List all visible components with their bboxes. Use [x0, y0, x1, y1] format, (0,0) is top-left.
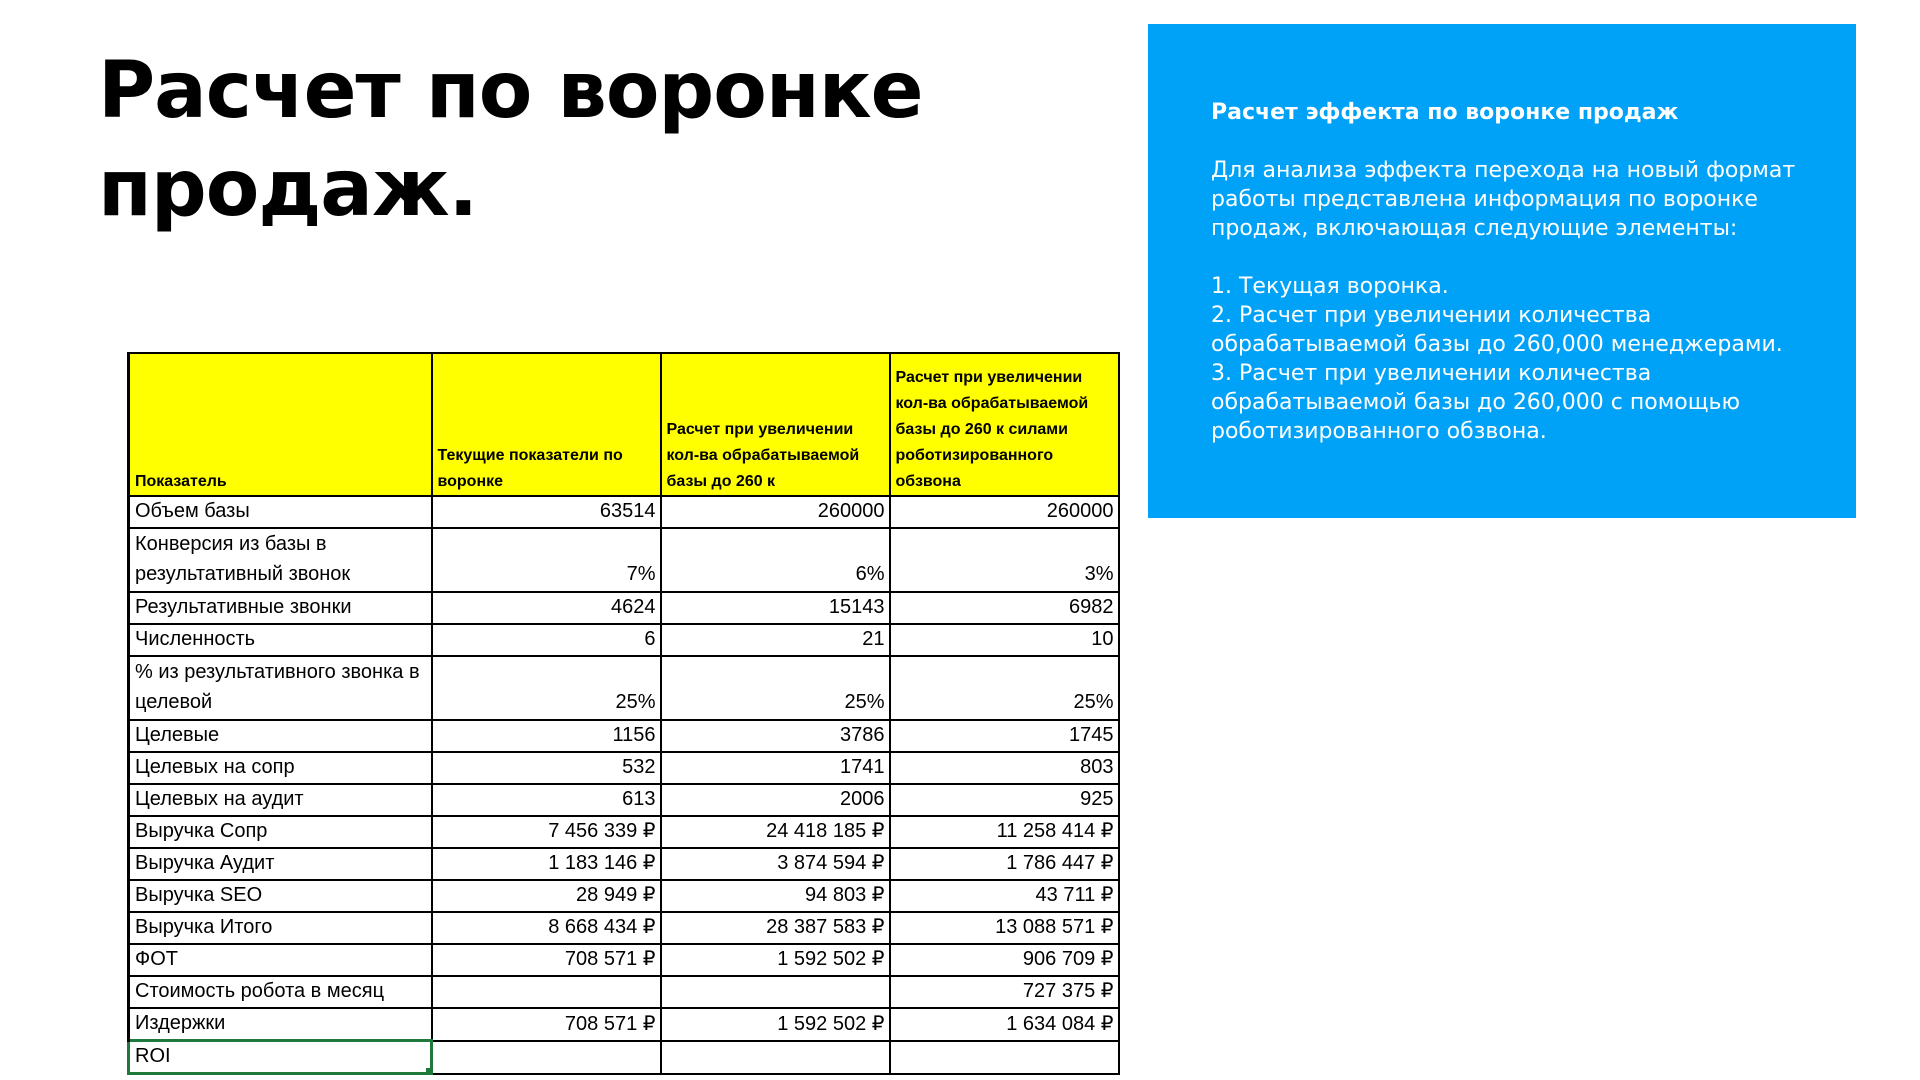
value-cell[interactable]: 6982 — [890, 592, 1119, 624]
value-cell[interactable]: 3 874 594 ₽ — [661, 848, 890, 880]
funnel-table — [127, 352, 1120, 1075]
info-box — [1148, 24, 1856, 518]
value-cell[interactable]: 94 803 ₽ — [661, 880, 890, 912]
table-row — [129, 1041, 1119, 1074]
value-cell[interactable]: 28 949 ₽ — [432, 880, 661, 912]
value-cell[interactable]: 25% — [661, 656, 890, 720]
value-cell[interactable]: 63514 — [432, 496, 661, 528]
page-title-line-1: Расчет по воронке — [98, 46, 923, 136]
row-label-cell[interactable]: Целевых на аудит — [129, 784, 432, 816]
table-row — [129, 720, 1119, 752]
table-row — [129, 784, 1119, 816]
column-header-robot-260k: Расчет при увеличении кол-ва обрабатываемой базы до 260 к силами роботизированного обзвона — [890, 353, 1119, 496]
value-cell[interactable]: 1 592 502 ₽ — [661, 1008, 890, 1041]
value-cell[interactable]: 6 — [432, 624, 661, 656]
table-row — [129, 752, 1119, 784]
value-cell[interactable]: 727 375 ₽ — [890, 976, 1119, 1008]
value-cell[interactable]: 708 571 ₽ — [432, 944, 661, 976]
info-box-item: 3. Расчет при увеличении количества обрабатываемой базы до 260,000 с помощью роботизированного обзвона. — [1211, 361, 1740, 444]
value-cell[interactable] — [661, 1041, 890, 1074]
table-row — [129, 496, 1119, 528]
info-box-intro: Для анализа эффекта перехода на новый формат работы представлена информация по воронке продаж, включающая следующие элементы: — [1211, 158, 1796, 241]
page-title — [98, 42, 998, 238]
row-label-cell[interactable]: Выручка Аудит — [129, 848, 432, 880]
table-row — [129, 1008, 1119, 1041]
value-cell[interactable]: 2006 — [661, 784, 890, 816]
value-cell[interactable]: 708 571 ₽ — [432, 1008, 661, 1041]
table-row — [129, 976, 1119, 1008]
table-header-row — [129, 353, 1119, 496]
row-label-cell[interactable]: Результативные звонки — [129, 592, 432, 624]
table-row — [129, 944, 1119, 976]
column-header-managers-260k: Расчет при увеличении кол-ва обрабатываемой базы до 260 к — [661, 353, 890, 496]
value-cell[interactable]: 803 — [890, 752, 1119, 784]
info-box-heading: Расчет эффекта по воронке продаж — [1211, 100, 1679, 125]
value-cell[interactable]: 24 418 185 ₽ — [661, 816, 890, 848]
value-cell[interactable]: 613 — [432, 784, 661, 816]
row-label-cell[interactable]: Выручка Итого — [129, 912, 432, 944]
row-label-cell[interactable]: Стоимость робота в месяц — [129, 976, 432, 1008]
funnel-table-image — [127, 352, 1117, 1079]
value-cell[interactable] — [890, 1041, 1119, 1074]
table-row — [129, 592, 1119, 624]
value-cell[interactable]: 15143 — [661, 592, 890, 624]
table-row — [129, 848, 1119, 880]
value-cell[interactable]: 7 456 339 ₽ — [432, 816, 661, 848]
value-cell[interactable]: 260000 — [890, 496, 1119, 528]
value-cell[interactable]: 1 634 084 ₽ — [890, 1008, 1119, 1041]
value-cell[interactable]: 7% — [432, 528, 661, 592]
value-cell[interactable]: 10 — [890, 624, 1119, 656]
row-label-cell[interactable]: Конверсия из базы в результативный звонок — [129, 528, 432, 592]
info-box-item: 2. Расчет при увеличении количества обрабатываемой базы до 260,000 менеджерами. — [1211, 303, 1783, 357]
value-cell[interactable]: 3% — [890, 528, 1119, 592]
value-cell[interactable]: 25% — [432, 656, 661, 720]
info-box-item: 1. Текущая воронка. — [1211, 274, 1449, 299]
value-cell[interactable]: 1 786 447 ₽ — [890, 848, 1119, 880]
table-body — [129, 496, 1119, 1074]
value-cell[interactable]: 1 183 146 ₽ — [432, 848, 661, 880]
column-header-indicator: Показатель — [129, 353, 432, 496]
table-row — [129, 528, 1119, 592]
value-cell[interactable] — [661, 976, 890, 1008]
table-row — [129, 656, 1119, 720]
page-title-line-2: продаж. — [98, 144, 478, 234]
value-cell[interactable]: 260000 — [661, 496, 890, 528]
row-label-cell[interactable]: Объем базы — [129, 496, 432, 528]
value-cell[interactable]: 43 711 ₽ — [890, 880, 1119, 912]
value-cell[interactable]: 1156 — [432, 720, 661, 752]
table-row — [129, 624, 1119, 656]
value-cell[interactable]: 25% — [890, 656, 1119, 720]
value-cell[interactable]: 925 — [890, 784, 1119, 816]
value-cell[interactable]: 6% — [661, 528, 890, 592]
value-cell[interactable]: 11 258 414 ₽ — [890, 816, 1119, 848]
value-cell[interactable]: 4624 — [432, 592, 661, 624]
selection-fill-handle[interactable] — [425, 1067, 432, 1074]
value-cell[interactable]: 3786 — [661, 720, 890, 752]
row-label-cell[interactable]: Численность — [129, 624, 432, 656]
row-label-cell[interactable]: Выручка SEO — [129, 880, 432, 912]
row-label-cell[interactable]: Целевых на сопр — [129, 752, 432, 784]
column-header-current: Текущие показатели по воронке — [432, 353, 661, 496]
value-cell[interactable]: 532 — [432, 752, 661, 784]
row-label-cell[interactable]: Целевые — [129, 720, 432, 752]
table-row — [129, 880, 1119, 912]
value-cell[interactable] — [432, 1041, 661, 1074]
row-label-cell[interactable]: Издержки — [129, 1008, 432, 1041]
value-cell[interactable]: 906 709 ₽ — [890, 944, 1119, 976]
table-row — [129, 816, 1119, 848]
row-label-cell[interactable]: Выручка Сопр — [129, 816, 432, 848]
value-cell[interactable]: 8 668 434 ₽ — [432, 912, 661, 944]
table-row — [129, 912, 1119, 944]
value-cell[interactable]: 21 — [661, 624, 890, 656]
value-cell[interactable]: 1 592 502 ₽ — [661, 944, 890, 976]
row-label-cell[interactable]: % из результативного звонка в целевой — [129, 656, 432, 720]
value-cell[interactable]: 1745 — [890, 720, 1119, 752]
row-label-cell[interactable]: ФОТ — [129, 944, 432, 976]
row-label-cell[interactable]: ROI — [129, 1041, 432, 1074]
value-cell[interactable]: 28 387 583 ₽ — [661, 912, 890, 944]
value-cell[interactable]: 1741 — [661, 752, 890, 784]
value-cell[interactable]: 13 088 571 ₽ — [890, 912, 1119, 944]
value-cell[interactable] — [432, 976, 661, 1008]
